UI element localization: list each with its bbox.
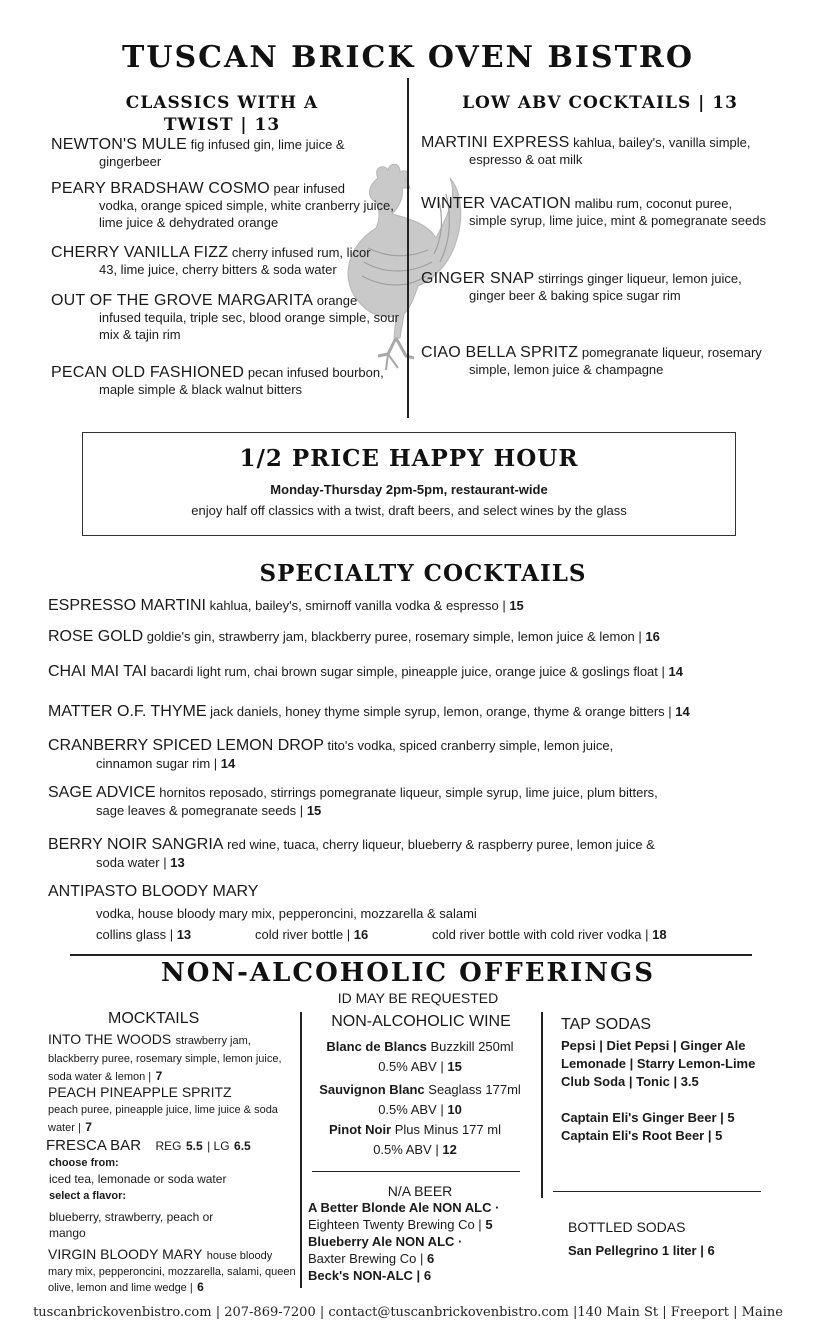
menu-item bbox=[51, 364, 401, 398]
item-desc: red wine, tuaca, cherry liqueur, blueberry & raspberry puree, lemon juice & bbox=[227, 837, 655, 852]
wine-price: 10 bbox=[447, 1102, 462, 1117]
item-desc-cont: ginger beer & baking spice sugar rim bbox=[469, 288, 681, 303]
wine-name: Sauvignon Blanc bbox=[319, 1082, 425, 1097]
menu-item bbox=[48, 597, 778, 615]
wine-item bbox=[305, 1080, 535, 1120]
menu-item bbox=[51, 292, 401, 343]
item-desc: strawberry jam, blackberry puree, rosemary simple, lemon juice, soda water & lemon | bbox=[48, 1035, 282, 1083]
item-desc-cont: simple syrup, lime juice, mint & pomegranate seeds bbox=[469, 213, 766, 228]
menu-item bbox=[48, 628, 778, 646]
wine-abv: 0.5% ABV | bbox=[378, 1102, 444, 1117]
wine-abv: 0.5% ABV | bbox=[378, 1059, 444, 1074]
item-name: MARTINI EXPRESS bbox=[421, 134, 570, 151]
flavor-options: blueberry, strawberry, peach or mango bbox=[49, 1210, 214, 1240]
item-name: CRANBERRY SPICED LEMON DROP bbox=[48, 737, 324, 754]
na-beer-title: N/A BEER bbox=[387, 1183, 453, 1199]
wine-maker: Buzzkill 250ml bbox=[430, 1039, 514, 1054]
price-reg: 5.5 bbox=[185, 1139, 203, 1153]
item-name: INTO THE WOODS bbox=[48, 1031, 172, 1047]
low-abv-title: LOW ABV COCKTAILS | 13 bbox=[462, 93, 738, 113]
item-desc: pecan infused bourbon, bbox=[247, 365, 384, 380]
wine-price: 12 bbox=[442, 1142, 457, 1157]
item-desc: cherry infused rum, licor bbox=[231, 245, 371, 260]
menu-item bbox=[421, 134, 781, 168]
menu-item bbox=[48, 836, 788, 872]
choose-label: choose from: bbox=[49, 1157, 119, 1169]
item-desc: pomegranate liqueur, rosemary bbox=[581, 345, 762, 360]
column-divider bbox=[407, 78, 409, 418]
option-price: 13 bbox=[176, 927, 192, 942]
option-label: cold river bottle | bbox=[255, 927, 351, 942]
price-lg: 6.5 bbox=[234, 1139, 251, 1153]
item-price: 15 bbox=[306, 803, 322, 818]
column-divider bbox=[300, 1012, 302, 1288]
tap-sodas-title: TAP SODAS bbox=[561, 1016, 652, 1033]
item-name: FRESCA BAR bbox=[46, 1137, 142, 1154]
happy-hour-details: enjoy half off classics with a twist, draft beers, and select wines by the glass bbox=[191, 503, 627, 518]
beer-price: 6 bbox=[423, 1268, 432, 1283]
happy-hour-title: 1/2 PRICE HAPPY HOUR bbox=[239, 445, 579, 472]
soda-line: Club Soda | Tonic | 3.5 bbox=[561, 1074, 699, 1089]
menu-item bbox=[421, 344, 781, 378]
happy-hour-times: Monday-Thursday 2pm-5pm, restaurant-wide bbox=[270, 482, 548, 497]
option-price: 18 bbox=[652, 927, 667, 942]
soda-line: Lemonade | Starry Lemon-Lime bbox=[561, 1056, 756, 1071]
size-reg: REG bbox=[155, 1139, 182, 1153]
specialty-title: SPECIALTY COCKTAILS bbox=[259, 560, 587, 587]
item-name: WINTER VACATION bbox=[421, 195, 571, 212]
item-name: PEACH PINEAPPLE SPRITZ bbox=[48, 1084, 232, 1100]
choose-options: iced tea, lemonade or soda water bbox=[49, 1172, 227, 1186]
item-desc: fig infused gin, lime juice & bbox=[190, 137, 345, 152]
item-price: 7 bbox=[85, 1120, 92, 1134]
item-desc: jack daniels, honey thyme simple syrup, lemon, orange, thyme & orange bitters | bbox=[210, 704, 672, 719]
menu-item bbox=[48, 883, 788, 923]
item-name: PECAN OLD FASHIONED bbox=[51, 364, 245, 381]
item-price: 13 bbox=[170, 855, 185, 870]
menu-item bbox=[421, 195, 781, 229]
item-desc: peach puree, pineapple juice, lime juice & soda water | bbox=[48, 1104, 278, 1134]
divider bbox=[312, 1171, 520, 1172]
item-name: OUT OF THE GROVE MARGARITA bbox=[51, 292, 314, 309]
item-name: ROSE GOLD bbox=[48, 628, 144, 645]
item-price: 15 bbox=[509, 598, 524, 613]
item-name: ANTIPASTO BLOODY MARY bbox=[48, 883, 259, 900]
item-desc-cont: gingerbeer bbox=[99, 154, 162, 169]
item-name: ESPRESSO MARTINI bbox=[48, 597, 206, 614]
section-divider bbox=[70, 954, 752, 956]
item-name: CHAI MAI TAI bbox=[48, 663, 147, 680]
flavor-label: select a flavor: bbox=[49, 1190, 127, 1202]
item-desc: vodka, house bloody mary mix, pepperoncini, mozzarella & salami bbox=[96, 906, 477, 921]
item-name: BERRY NOIR SANGRIA bbox=[48, 836, 224, 853]
menu-item bbox=[48, 784, 788, 820]
price-option bbox=[432, 926, 667, 944]
beer-name: Beck's NON-ALC | bbox=[308, 1268, 421, 1283]
bottled-soda-line: San Pellegrino 1 liter | 6 bbox=[568, 1243, 715, 1258]
item-desc: kahlua, bailey's, smirnoff vanilla vodka & espresso | bbox=[209, 598, 506, 613]
soda-line: Pepsi | Diet Pepsi | Ginger Ale bbox=[561, 1038, 746, 1053]
item-name: CIAO BELLA SPRITZ bbox=[421, 344, 579, 361]
beer-name: A Better Blonde Ale NON ALC · bbox=[308, 1200, 500, 1215]
menu-item bbox=[48, 663, 788, 681]
item-name: MATTER O.F. THYME bbox=[48, 703, 207, 720]
menu-item bbox=[48, 703, 788, 721]
soda-line: Captain Eli's Root Beer | 5 bbox=[561, 1128, 723, 1143]
wine-maker: Plus Minus 177 ml bbox=[394, 1122, 501, 1137]
wine-price: 15 bbox=[447, 1059, 462, 1074]
item-desc-cont: maple simple & black walnut bitters bbox=[99, 382, 303, 397]
wine-item bbox=[305, 1120, 525, 1160]
column-divider bbox=[541, 1012, 543, 1198]
item-desc-cont: cinnamon sugar rim | bbox=[96, 756, 218, 771]
option-label: collins glass | bbox=[96, 927, 174, 942]
menu-item bbox=[48, 1084, 293, 1136]
soda-line: Captain Eli's Ginger Beer | 5 bbox=[561, 1110, 735, 1125]
item-name: PEARY BRADSHAW COSMO bbox=[51, 180, 270, 197]
menu-item bbox=[48, 737, 788, 773]
item-name: NEWTON'S MULE bbox=[51, 136, 188, 153]
price-option bbox=[96, 926, 191, 944]
item-price: 14 bbox=[220, 756, 236, 771]
option-label: cold river bottle with cold river vodka | bbox=[432, 927, 649, 942]
item-desc: kahlua, bailey's, vanilla simple, bbox=[573, 135, 751, 150]
size-lg: | LG bbox=[207, 1139, 230, 1153]
item-desc: stirrings ginger liqueur, lemon juice, bbox=[537, 271, 742, 286]
beer-price: 5 bbox=[485, 1217, 493, 1232]
beer-list bbox=[308, 1199, 538, 1284]
non-alc-title: NON-ALCOHOLIC OFFERINGS bbox=[160, 958, 656, 988]
menu-item bbox=[51, 136, 401, 170]
item-price: 14 bbox=[668, 664, 683, 679]
price-option bbox=[255, 926, 368, 944]
item-name: VIRGIN BLOODY MARY bbox=[48, 1246, 203, 1262]
item-name: GINGER SNAP bbox=[421, 270, 535, 287]
item-desc-cont: simple, lemon juice & champagne bbox=[469, 362, 664, 377]
item-desc-cont: 43, lime juice, cherry bitters & soda water bbox=[99, 262, 337, 277]
menu-item bbox=[51, 244, 401, 278]
page-title: TUSCAN BRICK OVEN BISTRO bbox=[122, 40, 694, 75]
wine-name: Blanc de Blancs bbox=[326, 1039, 427, 1054]
item-name: CHERRY VANILLA FIZZ bbox=[51, 244, 229, 261]
wine-maker: Seaglass 177ml bbox=[428, 1082, 521, 1097]
item-desc: hornitos reposado, stirrings pomegranate liqueur, simple syrup, lime juice, plum bitters, bbox=[159, 785, 658, 800]
item-desc-cont: espresso & oat milk bbox=[469, 152, 583, 167]
id-note: ID MAY BE REQUESTED bbox=[337, 990, 499, 1006]
mocktails-title: MOCKTAILS bbox=[108, 1010, 200, 1027]
item-desc-cont: soda water | bbox=[96, 855, 167, 870]
item-desc: pear infused bbox=[273, 181, 346, 196]
item-price: 16 bbox=[645, 629, 660, 644]
beer-maker: Eighteen Twenty Brewing Co | bbox=[308, 1217, 482, 1232]
classics-title: CLASSICS WITH A TWIST | 13 bbox=[125, 93, 319, 135]
beer-maker: Baxter Brewing Co | bbox=[308, 1251, 424, 1266]
menu-item bbox=[46, 1137, 296, 1155]
menu-item bbox=[48, 1247, 296, 1295]
wine-name: Pinot Noir bbox=[329, 1122, 392, 1137]
divider bbox=[553, 1191, 761, 1192]
na-wine-title: NON-ALCOHOLIC WINE bbox=[331, 1013, 511, 1030]
tap-sodas-list bbox=[561, 1037, 755, 1145]
item-name: SAGE ADVICE bbox=[48, 784, 156, 801]
item-price: 6 bbox=[197, 1280, 204, 1294]
item-desc: malibu rum, coconut puree, bbox=[574, 196, 733, 211]
bottled-sodas-title: BOTTLED SODAS bbox=[568, 1219, 686, 1235]
item-desc-cont: infused tequila, triple sec, blood orange simple, sour mix & tajin rim bbox=[99, 310, 399, 342]
item-price: 7 bbox=[155, 1069, 163, 1083]
beer-name: Blueberry Ale NON ALC · bbox=[308, 1234, 463, 1249]
footer-contact: tuscanbrickovenbistro.com | 207-869-7200 | contact@tuscanbrickovenbistro.com |140 Main St | Freeport | Maine bbox=[33, 1305, 783, 1320]
item-desc: goldie's gin, strawberry jam, blackberry puree, rosemary simple, lemon juice & lemon | bbox=[146, 629, 642, 644]
item-desc: house bloody mary mix, pepperoncini, mozzarella, salami, queen olive, lemon and lime wedge | bbox=[48, 1250, 296, 1294]
item-desc-cont: sage leaves & pomegranate seeds | bbox=[96, 803, 304, 818]
menu-item bbox=[48, 1031, 293, 1085]
item-desc: tito's vodka, spiced cranberry simple, lemon juice, bbox=[327, 738, 614, 753]
wine-item bbox=[305, 1037, 535, 1077]
menu-item bbox=[51, 180, 401, 231]
wine-abv: 0.5% ABV | bbox=[373, 1142, 439, 1157]
item-desc: bacardi light rum, chai brown sugar simple, pineapple juice, orange juice & goslings float | bbox=[150, 664, 665, 679]
item-desc: orange bbox=[316, 293, 358, 308]
beer-price: 6 bbox=[427, 1251, 435, 1266]
happy-hour-box bbox=[82, 432, 736, 536]
item-price: 14 bbox=[675, 704, 690, 719]
menu-item bbox=[421, 270, 781, 304]
item-desc-cont: vodka, orange spiced simple, white cranberry juice, lime juice & dehydrated orange bbox=[99, 198, 394, 230]
option-price: 16 bbox=[353, 927, 369, 942]
